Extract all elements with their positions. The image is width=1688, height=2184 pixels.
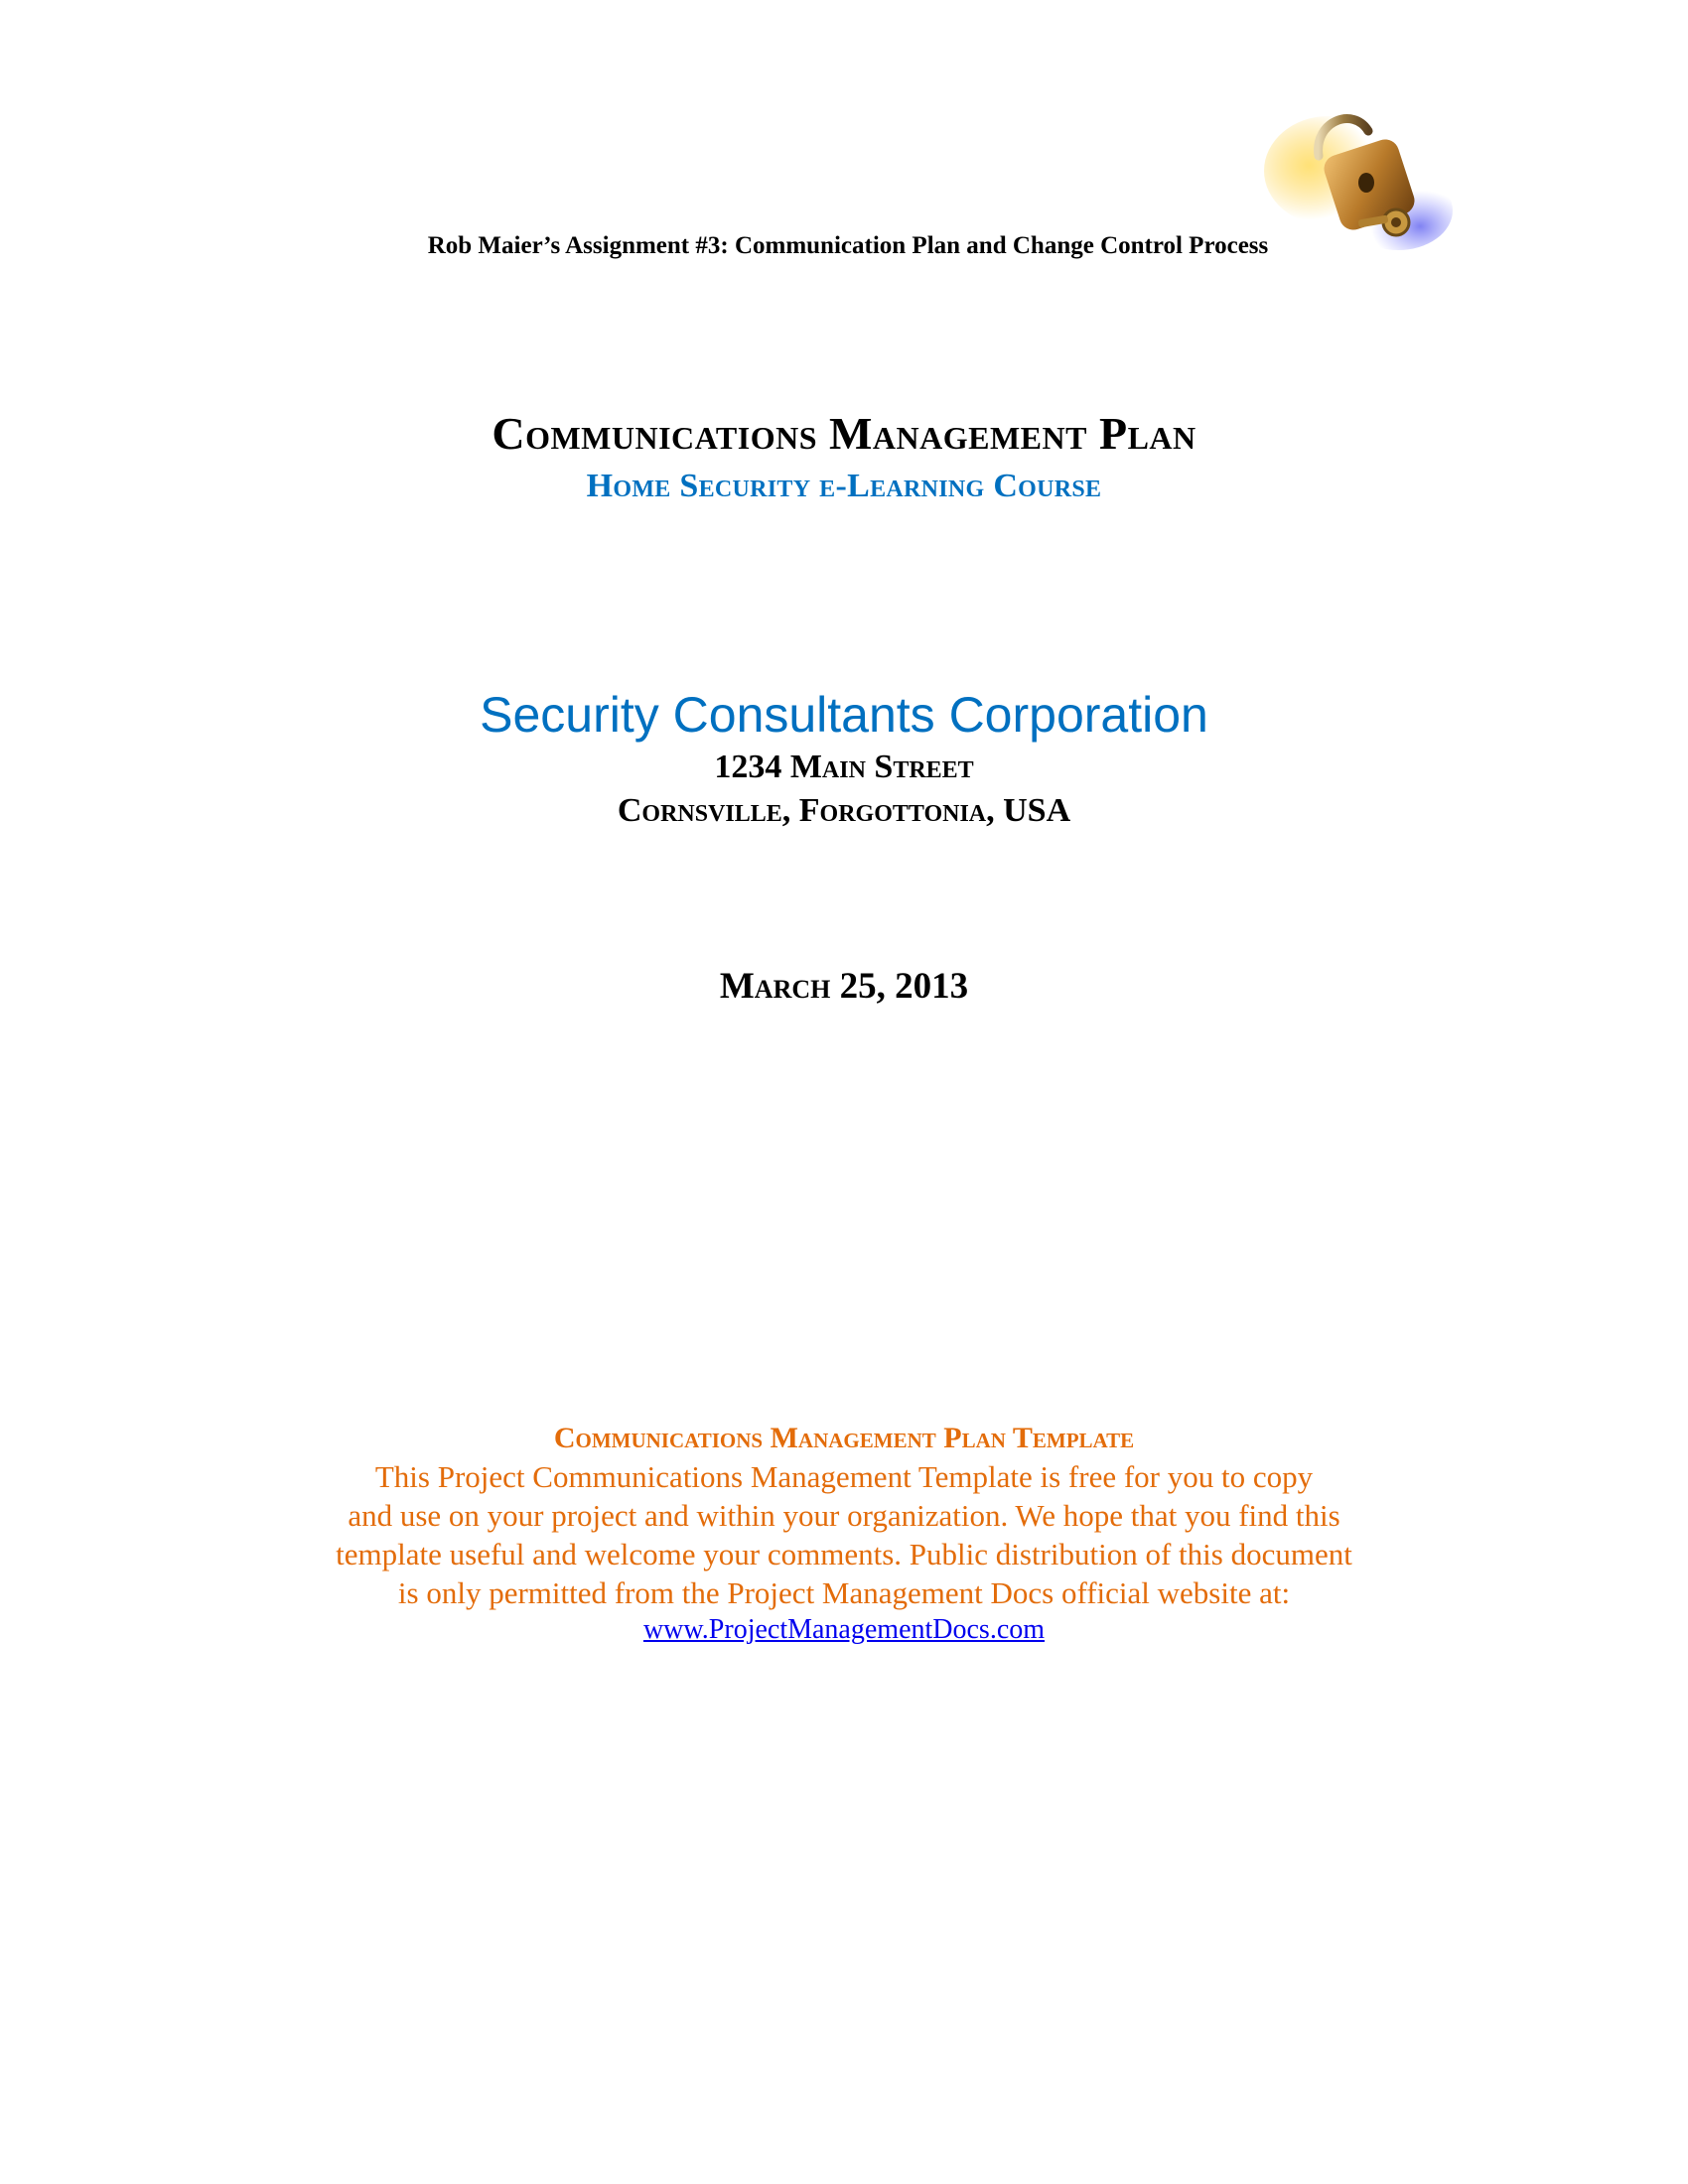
company-street: 1234 Main Street [714,749,974,785]
template-notice [0,1420,1688,1648]
document-title: Communications Management Plan [492,408,1196,459]
assignment-header: Rob Maier’s Assignment #3: Communication Plan and Change Control Process [427,232,1269,259]
company-name: Security Consultants Corporation [480,687,1208,743]
template-notice-line: template useful and welcome your comments. Public distribution of this document [336,1537,1352,1571]
website-link[interactable]: www.ProjectManagementDocs.com [642,1614,1046,1645]
company-city: Cornsville, Forgottonia, USA [617,792,1071,829]
document-subtitle: Home Security e-Learning Course [586,468,1102,504]
template-notice-title: Communications Management Plan Template [553,1422,1135,1454]
template-notice-line: and use on your project and within your organization. We hope that you find this [348,1498,1340,1533]
template-notice-body [0,1457,1688,1612]
padlock-key-icon [1259,101,1458,250]
document-date: March 25, 2013 [719,966,969,1007]
template-notice-line: is only permitted from the Project Management Docs official website at: [397,1575,1291,1610]
template-notice-line: This Project Communications Management Template is free for you to copy [374,1459,1314,1494]
